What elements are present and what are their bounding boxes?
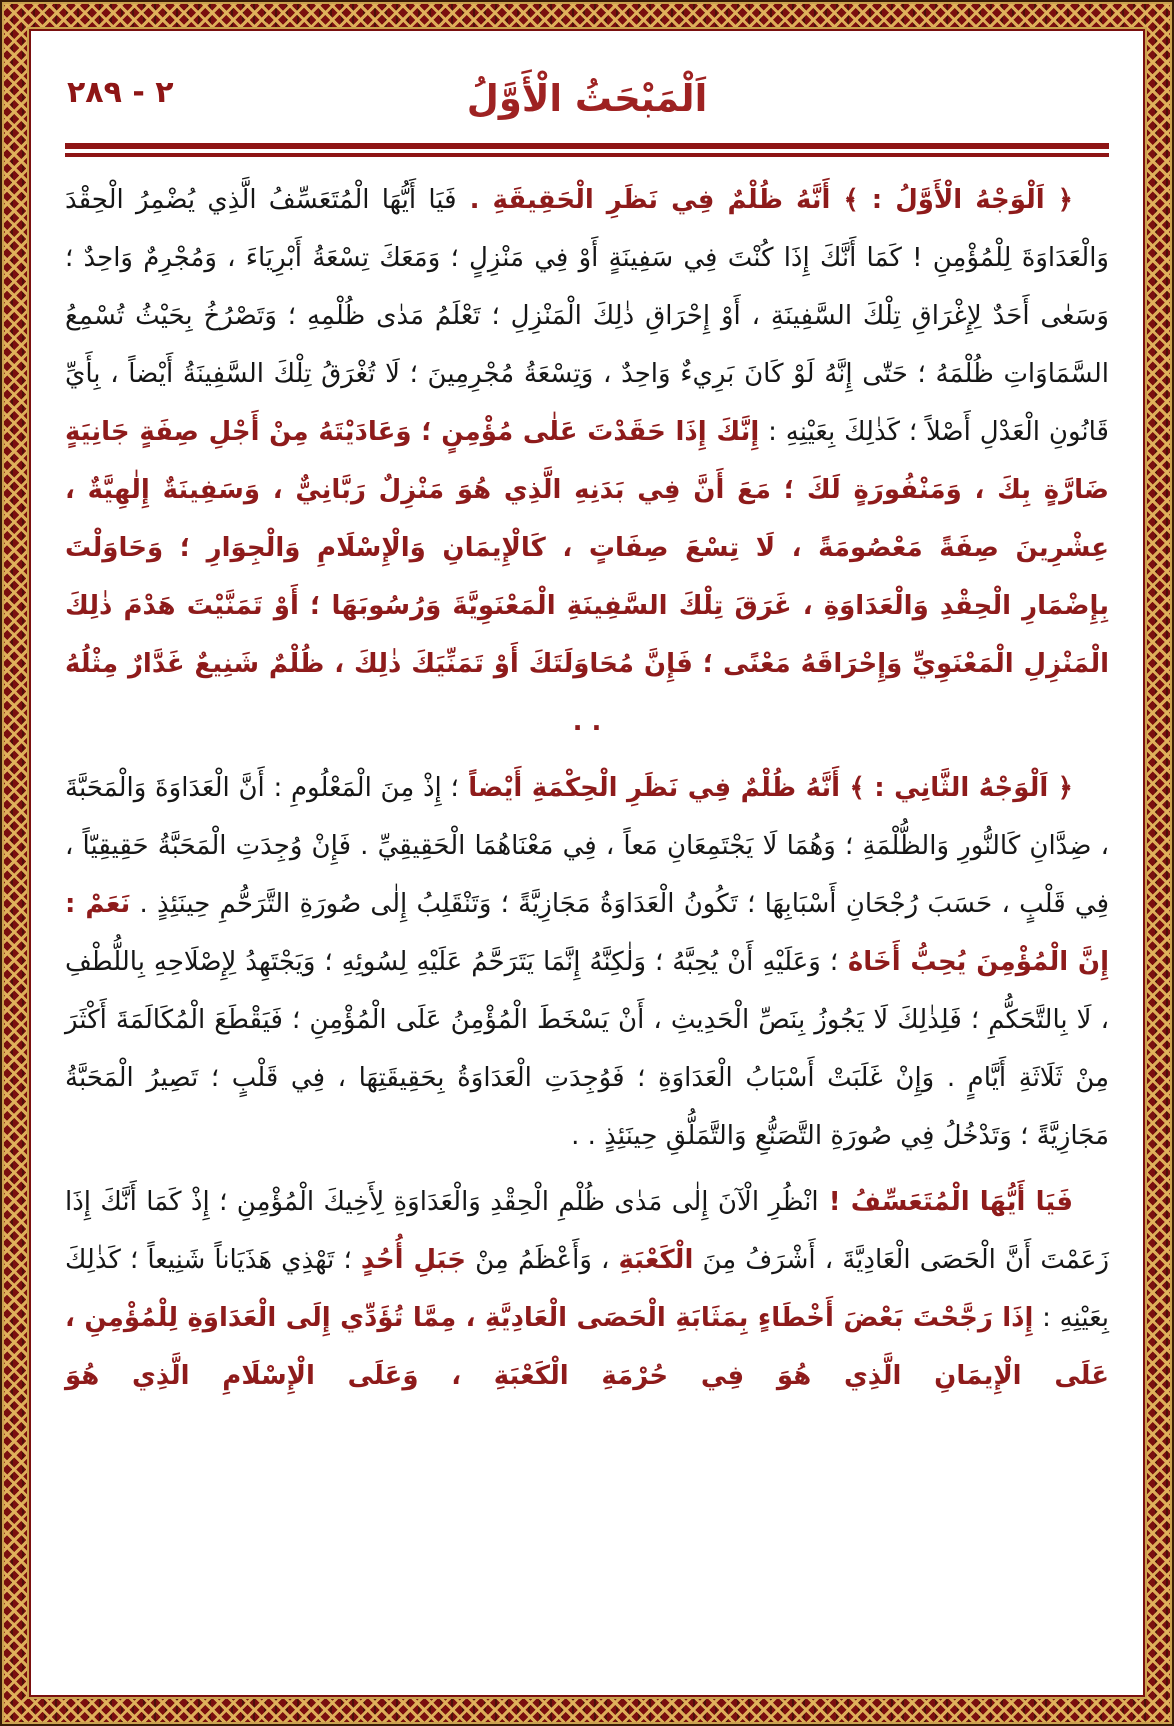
text-segment: ؛ إِذْ مِنَ الْمَعْلُومِ : أَنَّ الْعَدَاوَةَ وَالْمَحَبَّةَ ، ضِدَّانِ كَالنُّورِ وَالظُّلْمَةِ ؛ وَهُمَا لَا يَجْتَمِعَانِ مَعاً ، فِي مَعْنَاهُمَا الْحَقِيقِيِّ . فَإِنْ وُجِدَتِ الْمَحَبَّةُ حَقِيقِيّاً ، فِي قَلْبٍ ، حَسَبَ رُجْحَانِ أَسْبَابِهَا ؛ تَكُونُ الْعَدَاوَةُ مَجَازِيَّةً ؛ وَتَنْقَلِبُ إِلٰى صُورَةِ التَّرَحُّمِ حِينَئِذٍ . [65,773,1109,919]
text-segment: ؛ وَعَلَيْهِ أَنْ يُحِبَّهُ ؛ وَلٰكِنَّهُ إِنَّمَا يَتَرَحَّمُ عَلَيْهِ لِسُوئِهِ ؛ وَيَجْتَهِدُ لِإِصْلَاحِهِ بِاللُّطْفِ ، لَا بِالتَّحَكُّمِ ؛ فَلِذٰلِكَ لَا يَجُوزُ بِنَصِّ الْحَدِيثِ ، أَنْ يَسْخَطَ الْمُؤْمِنُ عَلَى الْمُؤْمِنِ ؛ فَيَقْطَعَ الْمُكَالَمَةَ أَكْثَرَ مِنْ ثَلَاثَةِ أَيَّامٍ . وَإِنْ غَلَبَتْ أَسْبَابُ الْعَدَاوَةِ ؛ فَوُجِدَتِ الْعَدَاوَةُ بِحَقِيقَتِهَا ، فِي قَلْبٍ ؛ تَصِيرُ الْمَحَبَّةُ مَجَازِيَّةً ؛ وَتَدْخُلُ فِي صُورَةِ التَّصَنُّعِ وَالتَّمَلُّقِ حِينَئِذٍ . . [65,947,1109,1151]
text-segment: فَيَا أَيُّهَا الْمُتَعَسِّفُ ! [818,1187,1073,1217]
header-double-rule [65,143,1109,157]
text-segment: ﴿ اَلْوَجْهُ الثَّانِي : ﴾ أَنَّهُ ظُلْمٌ فِي نَظَرِ الْحِكْمَةِ أَيْضاً [458,773,1073,803]
content-area [27,27,1147,1699]
text-segment: نَعَمْ : إِنَّ الْمُؤْمِنَ يُحِبُّ أَخَاهُ [65,889,1110,977]
text-segment: فَيَا أَيُّهَا الْمُتَعَسِّفُ الَّذِي يُضْمِرُ الْحِقْدَ وَالْعَدَاوَةَ لِلْمُؤْمِنِ ! كَمَا أَنَّكَ إِذَا كُنْتَ فِي سَفِينَةٍ أَوْ فِي مَنْزِلٍ ؛ وَمَعَكَ تِسْعَةُ أَبْرِيَاءَ ، وَمُجْرِمٌ وَاحِدٌ ؛ وَسَعٰى أَحَدٌ لِإِغْرَاقِ تِلْكَ السَّفِينَةِ ، أَوْ إِحْرَاقِ ذٰلِكَ الْمَنْزِلِ ؛ تَعْلَمُ مَدٰى ظُلْمِهِ ؛ وَتَصْرُخُ بِحَيْثُ تُسْمِعُ السَّمَاوَاتِ ظُلْمَهُ ؛ حَتّٰى إِنَّهُ لَوْ كَانَ بَرِيءٌ وَاحِدٌ ، وَتِسْعَةُ مُجْرِمِينَ ؛ لَا تُغْرَقُ تِلْكَ السَّفِينَةُ أَيْضاً ، بِأَيِّ قَانُونِ الْعَدْلِ أَصْلاً ؛ كَذٰلِكَ بِعَيْنِهِ : [65,185,1109,447]
text-segment: انْظُرِ الْآنَ إِلٰى مَدٰى ظُلْمِ الْحِقْدِ وَالْعَدَاوَةِ لِأَخِيكَ الْمُؤْمِنِ ؛ إِذْ كَمَا أَنَّكَ إِذَا زَعَمْتَ أَنَّ الْحَصَى الْعَادِيَّةَ ، أَشْرَفُ مِنَ [65,1187,1110,1275]
text-segment: إِذَا رَجَّحْتَ بَعْضَ أَخْطَاءٍ بِمَثَابَةِ الْحَصَى الْعَادِيَّةِ ، مِمَّا تُؤَدِّي إِلَى الْعَدَاوَةِ لِلْمُؤْمِنِ ، عَلَى الْإِيمَانِ الَّذِي هُوَ فِي حُرْمَةِ الْكَعْبَةِ ، وَعَلَى الْإِسْلَامِ الَّذِي هُوَ [65,1303,1109,1391]
text-segment: الْكَعْبَةِ [618,1245,694,1275]
page-title: اَلْمَبْحَثُ الْأَوَّلُ [466,77,708,120]
paragraph-first-aspect [65,171,1109,751]
page-number: ٢ - ٢٨٩ [67,75,174,110]
page-header [63,69,1111,135]
text-segment: إِنَّكَ إِذَا حَقَدْتَ عَلٰى مُؤْمِنٍ ؛ وَعَادَيْتَهُ مِنْ أَجْلِ صِفَةٍ جَانِيَةٍ ضَارَّةٍ بِكَ ، وَمَنْفُورَةٍ لَكَ ؛ مَعَ أَنَّ فِي بَدَنِهِ الَّذِي هُوَ مَنْزِلٌ رَبَّانِيٌّ ، وَسَفِينَةٌ إِلٰهِيَّةٌ ، عِشْرِينَ صِفَةً مَعْصُومَةً ، لَا تِسْعَ صِفَاتٍ ، كَالْإِيمَانِ وَالْإِسْلَامِ وَالْجِوَارِ ؛ وَحَاوَلْتَ بِإِضْمَارِ الْحِقْدِ وَالْعَدَاوَةِ ، غَرَقَ تِلْكَ السَّفِينَةِ الْمَعْنَوِيَّةَ وَرُسُوبَهَا ؛ أَوْ تَمَنَّيْتَ هَدْمَ ذٰلِكَ الْمَنْزِلِ الْمَعْنَوِيِّ وَإِحْرَاقَهُ مَعْنًى ؛ فَإِنَّ مُحَاوَلَتَكَ أَوْ تَمَنِّيَكَ ذٰلِكَ ، ظُلْمٌ شَنِيعٌ غَدَّارٌ مِثْلُهُ . . [65,417,1109,737]
paragraph-address [65,1173,1109,1405]
text-segment: جَبَلِ أُحُدٍ [360,1245,467,1275]
text-segment: ، وَأَعْظَمُ مِنْ [466,1245,619,1275]
body-text [63,171,1111,1405]
text-segment: ؛ تَهْذِي هَذَيَاناً شَنِيعاً ؛ كَذٰلِكَ بِعَيْنِهِ : [65,1245,1109,1333]
text-segment: ﴿ اَلْوَجْهُ الْأَوَّلُ : ﴾ أَنَّهُ ظُلْمٌ فِي نَظَرِ الْحَقِيقَةِ . [456,185,1073,215]
paragraph-second-aspect [65,759,1109,1165]
